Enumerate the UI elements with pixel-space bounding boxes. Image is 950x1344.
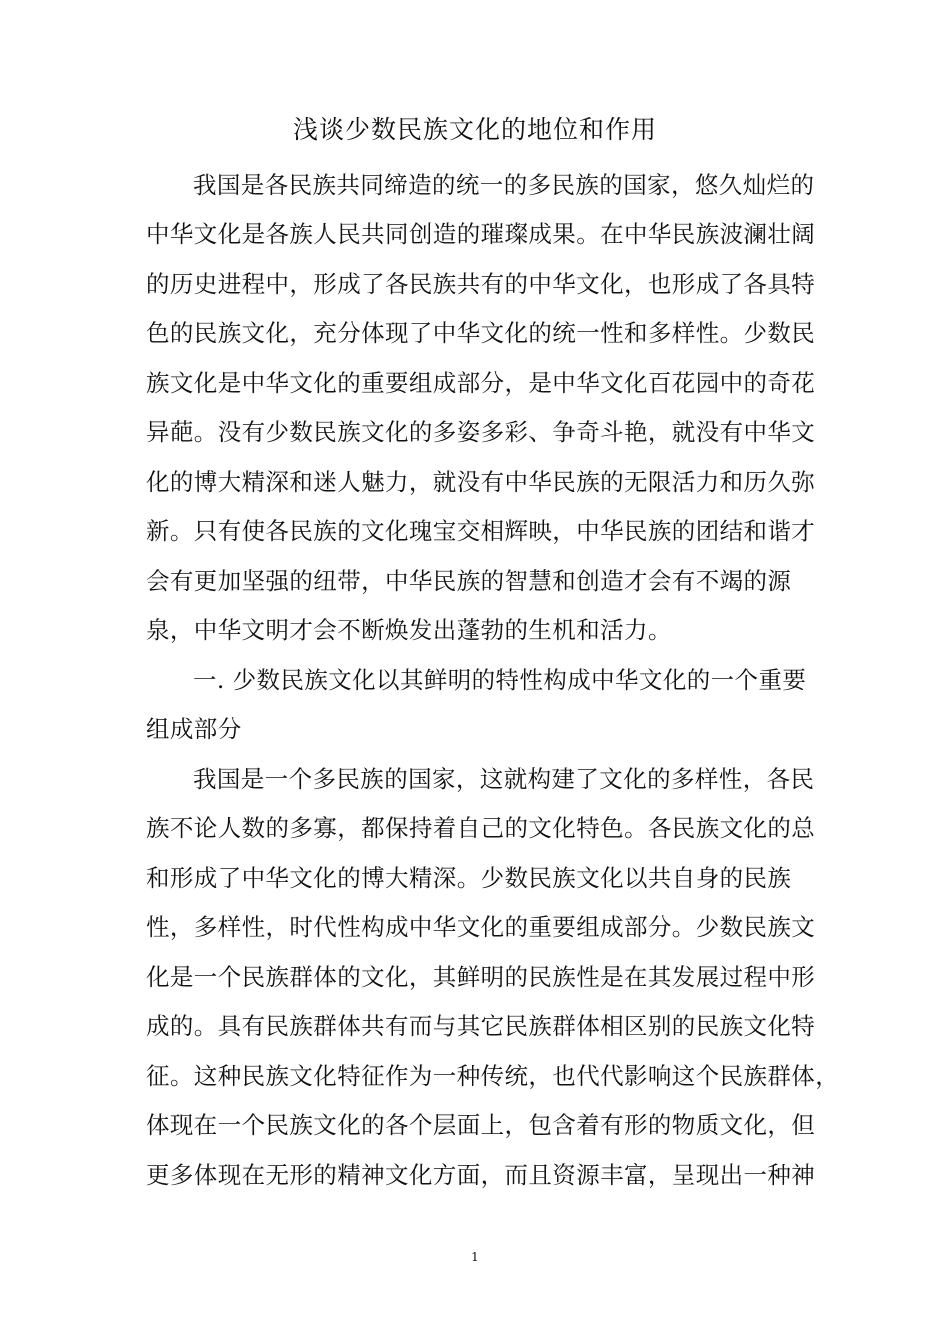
paragraph-line: 性，多样性，时代性构成中华文化的重要组成部分。少数民族文 xyxy=(146,913,816,941)
paragraph-line: 化是一个民族群体的文化，其鲜明的民族性是在其发展过程中形 xyxy=(146,963,816,991)
paragraph-line: 成的。具有民族群体共有而与其它民族群体相区别的民族文化特 xyxy=(146,1012,816,1040)
paragraph-line: 新。只有使各民族的文化瑰宝交相辉映，中华民族的团结和谐才 xyxy=(146,517,816,545)
page-number: 1 xyxy=(471,1250,479,1264)
paragraph-line: 会有更加坚强的纽带，中华民族的智慧和创造才会有不竭的源 xyxy=(146,567,792,595)
paragraph-line: 族文化是中华文化的重要组成部分，是中华文化百花园中的奇花 xyxy=(146,369,816,397)
paragraph-line: 征。这种民族文化特征作为一种传统，也代代影响这个民族群体， xyxy=(146,1062,840,1090)
section-heading-line: 组成部分 xyxy=(146,715,242,743)
section-heading-line: 一. 少数民族文化以其鲜明的特性构成中华文化的一个重要 xyxy=(193,666,807,694)
paragraph-line: 更多体现在无形的精神文化方面，而且资源丰富，呈现出一种神 xyxy=(146,1161,816,1189)
paragraph-line: 和形成了中华文化的博大精深。少数民族文化以共自身的民族 xyxy=(146,864,792,892)
paragraph-line: 族不论人数的多寡，都保持着自己的文化特色。各民族文化的总 xyxy=(146,814,816,842)
paragraph-line: 色的民族文化，充分体现了中华文化的统一性和多样性。少数民 xyxy=(146,319,816,347)
paragraph-line: 的历史进程中，形成了各民族共有的中华文化，也形成了各具特 xyxy=(146,270,816,298)
paragraph-line: 我国是一个多民族的国家，这就构建了文化的多样性，各民 xyxy=(193,765,815,793)
paragraph-line: 体现在一个民族文化的各个层面上，包含着有形的物质文化，但 xyxy=(146,1111,816,1139)
paragraph-line: 我国是各民族共同缔造的统一的多民族的国家，悠久灿烂的 xyxy=(193,171,815,199)
paragraph-line: 异葩。没有少数民族文化的多姿多彩、争奇斗艳，就没有中华文 xyxy=(146,418,816,446)
paragraph-line: 中华文化是各族人民共同创造的璀璨成果。在中华民族波澜壮阔 xyxy=(146,220,816,248)
document-title: 浅谈少数民族文化的地位和作用 xyxy=(292,115,657,144)
paragraph-line: 泉，中华文明才会不断焕发出蓬勃的生机和活力。 xyxy=(146,616,672,644)
paragraph-line: 化的博大精深和迷人魅力，就没有中华民族的无限活力和历久弥 xyxy=(146,468,816,496)
